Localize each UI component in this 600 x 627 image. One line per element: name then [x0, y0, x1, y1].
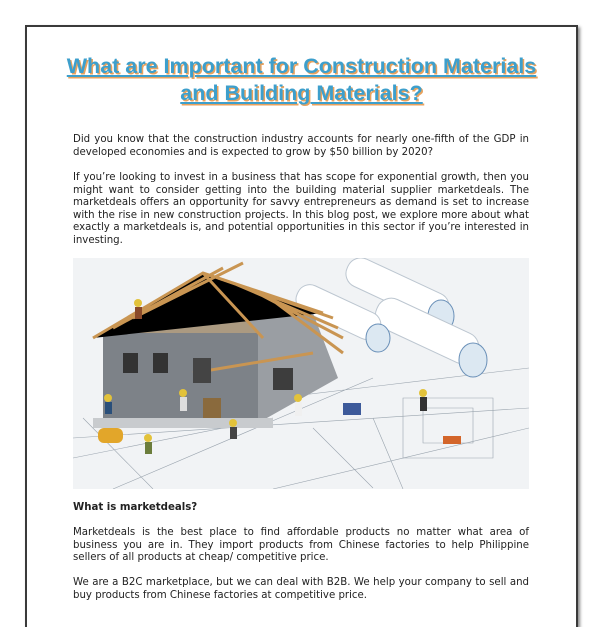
- invest-paragraph: If you’re looking to invest in a business that has scope for exponential growth, then you might want to consider getting into the building material supplier marketdeals. The marketdeals offers an opportunity for savvy entrepreneurs as demand is set to increase with the rise in new construction projects. In this blog post, we explore more about what exactly a marketdeals is, and potential opportunities in this sector if you’re interested in investing.: [73, 172, 529, 246]
- b2c-paragraph: We are a B2C marketplace, but we can deal with B2B. We help your company to sell and buy products from Chinese factories at competitive price.: [73, 577, 529, 601]
- title-line-1: What are Important for Construction Materials: [66, 54, 537, 78]
- marketdeals-paragraph: Marketdeals is the best place to find affordable products no matter what area of business you are in. They import products from Chinese factories to help Philippine sellers of all products at cheap/ competitive price.: [73, 527, 529, 564]
- title-line-2: and Building Materials?: [180, 81, 423, 105]
- section-heading: What is marketdeals?: [73, 502, 198, 513]
- document-page: [25, 25, 578, 627]
- construction-house-image: [73, 258, 529, 489]
- intro-paragraph: Did you know that the construction industry accounts for nearly one-fifth of the GDP in developed economies and is expected to grow by $50 billion by 2020?: [73, 134, 529, 158]
- page-title: [27, 53, 576, 107]
